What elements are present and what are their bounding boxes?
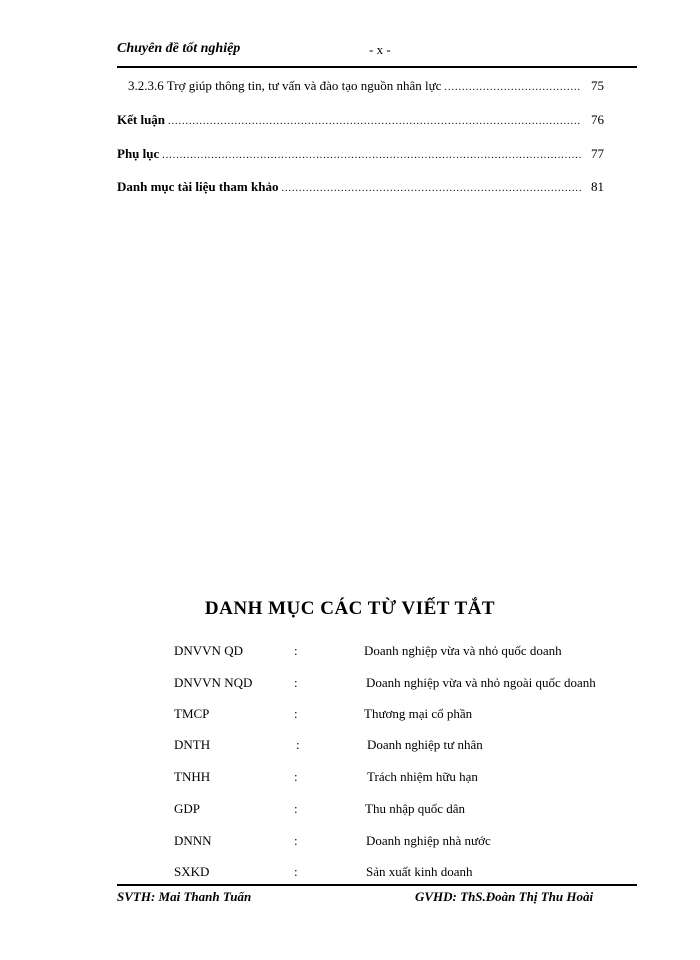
abbreviation-code: DNVVN NQD	[174, 675, 253, 690]
abbreviation-code: DNVVN QD	[174, 643, 243, 658]
abbreviation-meaning: Thương mại cổ phần	[364, 706, 473, 721]
page-header	[117, 40, 637, 66]
abbreviation-meaning: Doanh nghiệp vừa và nhỏ ngoài quốc doanh	[366, 675, 596, 690]
header-rule	[117, 66, 637, 68]
abbreviation-meaning: Doanh nghiệp tư nhân	[367, 737, 483, 752]
abbreviation-separator: :	[294, 833, 298, 848]
footer-advisor: GVHD: ThS.Đoàn Thị Thu Hoài	[415, 889, 594, 904]
header-page-number: - x -	[369, 42, 391, 57]
abbreviation-code: TMCP	[174, 706, 210, 721]
toc-entry-page: 77	[591, 146, 604, 161]
abbreviation-code: TNHH	[174, 769, 211, 784]
abbreviation-separator: :	[296, 737, 300, 752]
toc-entry-tai-lieu-tham-khao	[117, 179, 604, 199]
toc-entry-label: 3.2.3.6 Trợ giúp thông tin, tư vấn và đào tạo nguồn nhân lực	[128, 78, 442, 93]
abbreviation-code: DNNN	[174, 833, 212, 848]
toc-entry-label: Kết luận	[117, 112, 166, 127]
abbreviation-separator: :	[294, 706, 298, 721]
footer-student: SVTH: Mai Thanh Tuấn	[117, 889, 252, 904]
toc-entry-page: 81	[591, 179, 604, 194]
toc-entry-ket-luan	[117, 112, 604, 132]
toc-entry-label: Danh mục tài liệu tham khảo	[117, 179, 279, 194]
abbreviation-meaning: Doanh nghiệp vừa và nhỏ quốc doanh	[364, 643, 562, 658]
toc-entry-page: 76	[591, 112, 604, 127]
abbreviation-code: GDP	[174, 801, 201, 816]
abbreviation-separator: :	[294, 769, 298, 784]
abbreviation-separator: :	[294, 864, 298, 879]
abbreviation-meaning: Thu nhập quốc dân	[365, 801, 466, 816]
abbreviation-meaning: Sản xuất kinh doanh	[366, 864, 473, 879]
header-title: Chuyên đề tốt nghiệp	[117, 41, 241, 56]
toc-entry-page: 75	[591, 78, 604, 93]
abbreviation-separator: :	[294, 675, 298, 690]
abbreviation-separator: :	[294, 643, 298, 658]
toc-entry-label: Phụ lục	[117, 146, 160, 161]
abbreviation-code: DNTH	[174, 737, 211, 752]
toc-entry-3-2-3-6	[128, 78, 604, 98]
toc-leader-dots	[281, 183, 581, 194]
footer-rule	[117, 884, 637, 886]
toc-leader-dots	[162, 150, 581, 161]
abbreviation-meaning: Doanh nghiệp nhà nước	[366, 833, 491, 848]
toc-leader-dots	[444, 82, 581, 93]
toc-leader-dots	[168, 116, 581, 127]
abbreviations-title: DANH MỤC CÁC TỪ VIẾT TẮT	[204, 598, 496, 619]
abbreviation-meaning: Trách nhiệm hữu hạn	[367, 769, 478, 784]
abbreviation-code: SXKD	[174, 864, 210, 879]
toc-entry-phu-luc	[117, 146, 604, 166]
abbreviation-separator: :	[294, 801, 298, 816]
